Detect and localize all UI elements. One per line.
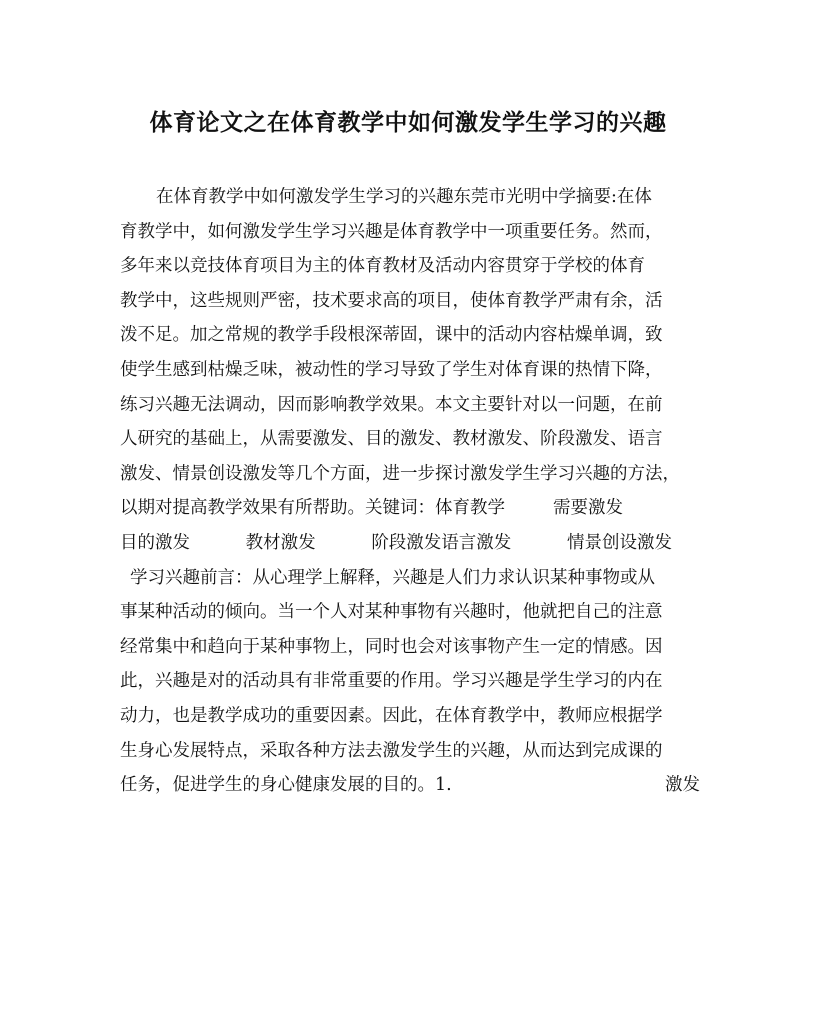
text-line: 经常集中和趋向于某种事物上，同时也会对该事物产生一定的情感。因: [120, 636, 663, 657]
text-line: 事某种活动的倾向。当一个人对某种事物有兴趣时，他就把自己的注意: [120, 602, 663, 623]
document-title: 体育论文之在体育教学中如何激发学生学习的兴趣: [149, 109, 667, 136]
keywords-line-2: [120, 526, 700, 561]
text-line: 在体育教学中如何激发学生学习的兴趣东莞市光明中学摘要:在体: [156, 187, 652, 207]
last-line: [120, 768, 700, 803]
keyword-item: 需要激发: [553, 498, 623, 519]
text-line: 人研究的基础上，从需要激发、目的激发、教材激发、阶段激发、语言: [120, 429, 663, 450]
text-line: 泼不足。加之常规的教学手段根深蒂固，课中的活动内容枯燥单调，致: [120, 325, 663, 346]
keywords-line: [120, 491, 700, 526]
text-line: 练习兴趣无法调动，因而影响教学效果。本文主要针对以一问题，在前: [120, 394, 663, 415]
text-line: 使学生感到枯燥乏味，被动性的学习导致了学生对体育课的热情下降，: [120, 359, 663, 380]
text-line: 任务，促进学生的身心健康发展的目的。1.: [120, 775, 452, 796]
text-line: 生身心发展特点，采取各种方法去激发学生的兴趣，从而达到完成课的: [120, 740, 663, 761]
keyword-item: 目的激发: [120, 532, 190, 553]
document-body: [120, 180, 700, 803]
keyword-item: 阶段激发语言激发: [371, 532, 512, 553]
text-line: 激发、情景创设激发等几个方面，进一步探讨激发学生学习兴趣的方法，: [120, 463, 680, 484]
heading-fragment: 激发: [665, 775, 700, 796]
text-line: 动力，也是教学成功的重要因素。因此，在体育教学中，教师应根据学: [120, 705, 663, 726]
keywords-text: 以期对提高教学效果有所帮助。关键词：体育教学: [120, 498, 505, 519]
keyword-item: 情景创设激发: [566, 532, 672, 553]
text-line: 教学中，这些规则严密，技术要求高的项目，使体育教学严肃有余，活: [120, 290, 663, 311]
text-line: 育教学中，如何激发学生学习兴趣是体育教学中一项重要任务。然而，: [120, 221, 663, 242]
text-line: 学习兴趣前言：从心理学上解释，兴趣是人们力求认识某种事物或从: [130, 567, 655, 588]
keyword-item: 教材激发: [245, 532, 316, 553]
text-line: 多年来以竞技体育项目为主的体育教材及活动内容贯穿于学校的体育: [120, 256, 645, 277]
text-line: 此，兴趣是对的活动具有非常重要的作用。学习兴趣是学生学习的内在: [120, 671, 663, 692]
